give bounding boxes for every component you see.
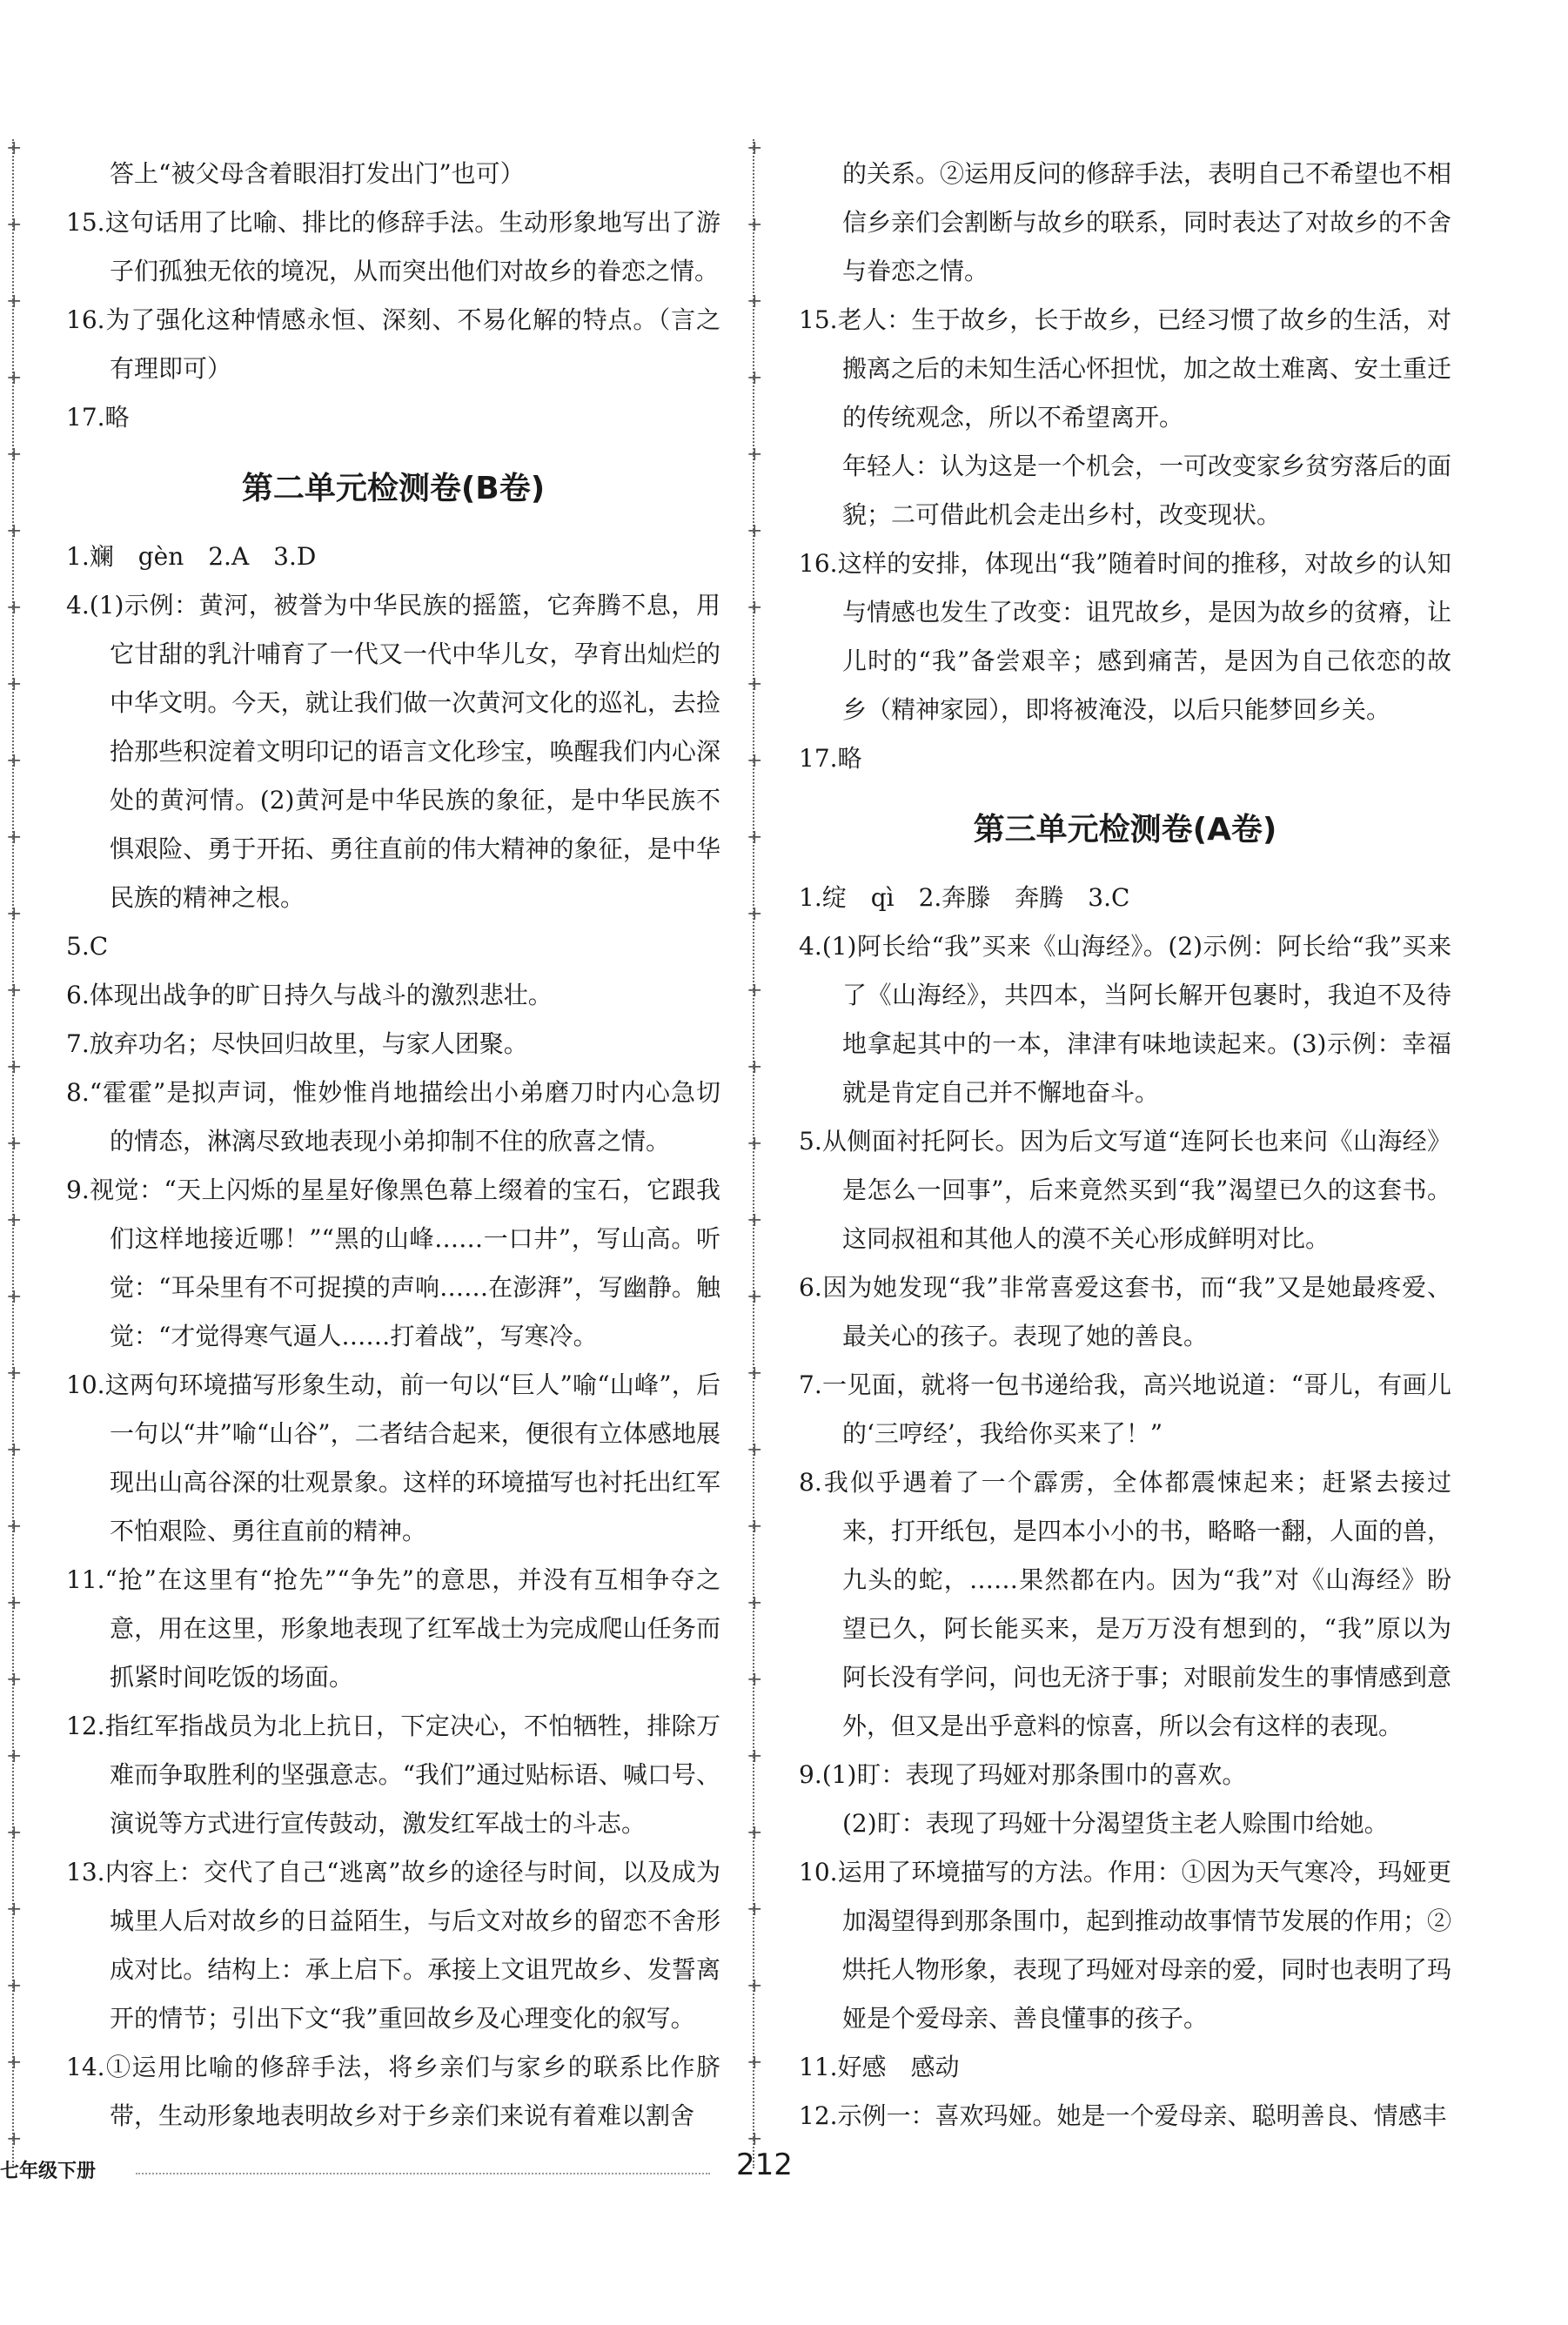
answer-continuation: 的关系。②运用反问的修辞手法，表明自己不希望也不相信乡亲们会割断与故乡的联系，同时表达了对故乡的不舍与眷恋之情。 (842, 159, 1452, 285)
answer-item: 15.这句话用了比喻、排比的修辞手法。生动形象地写出了游子们孤独无依的境况，从而突出他们对故乡的眷恋之情。 (66, 208, 720, 285)
section-heading: 第三单元检测卷(A卷) (973, 812, 1277, 848)
answer-item: 17.略 (799, 744, 862, 773)
answer-item: 14.①运用比喻的修辞手法，将乡亲们与家乡的联系比作脐带，生动形象地表明故乡对于乡亲们来说有着难以割舍 (66, 2053, 720, 2130)
margin-tick: + (6, 2128, 23, 2150)
margin-tick: + (6, 367, 23, 389)
margin-tick: + (747, 903, 763, 925)
margin-tick: + (747, 1439, 763, 1461)
margin-tick: + (747, 2128, 763, 2150)
margin-tick: + (747, 1516, 763, 1538)
margin-tick: + (6, 520, 23, 542)
margin-tick: + (6, 1745, 23, 1767)
answer-item: 4.(1)阿长给“我”买来《山海经》。(2)示例：阿长给“我”买来了《山海经》，共四本，当阿长解开包裹时，我迫不及待地拿起其中的一本，津津有味地读起来。(3)示例：幸福就是肯定自己并不懈地奋斗。 (799, 932, 1451, 1107)
margin-tick: + (6, 214, 23, 236)
margin-tick: + (6, 1286, 23, 1308)
answer-continuation: 答上“被父母含着眼泪打发出门”也可） (110, 159, 525, 188)
answer-item: 4.(1)示例：黄河，被誉为中华民族的摇篮，它奔腾不息，用它甘甜的乳汁哺育了一代又一代中华儿女，孕育出灿烂的中华文明。今天，就让我们做一次黄河文化的巡礼，去捡拾那些积淀着文明印记的语言文化珍宝，唤醒我们内心深处的黄河情。(2)黄河是中华民族的象征，是中华民族不惧艰险、勇于开拓、勇往直前的伟大精神的象征，是中华民族的精神之根。 (66, 591, 720, 912)
margin-tick: + (6, 291, 23, 312)
answer-item: 12.示例一：喜欢玛娅。她是一个爱母亲、聪明善良、情感丰 (799, 2101, 1447, 2130)
answer-item: 11.“抢”在这里有“抢先”“争先”的意思，并没有互相争夺之意，用在这里，形象地表现了红军战士为完成爬山任务而抓紧时间吃饭的场面。 (66, 1565, 720, 1692)
answer-item: 10.运用了环境描写的方法。作用：①因为天气寒冷，玛娅更加渴望得到那条围巾，起到推动故事情节发展的作用；②烘托人物形象，表现了玛娅对母亲的爱，同时也表明了玛娅是个爱母亲、善良懂事的孩子。 (799, 1858, 1452, 2033)
answer-item: 1.斓 gèn 2.A 3.D (66, 542, 317, 571)
answer-continuation: 年轻人：认为这是一个机会，一可改变家乡贫穷落后的面貌；二可借此机会走出乡村，改变现状。 (842, 452, 1452, 529)
section-heading: 第二单元检测卷(B卷) (241, 471, 546, 506)
footer-dotted-rule (136, 2173, 710, 2174)
answer-item: 17.略 (66, 403, 130, 432)
page-number: 212 (736, 2147, 793, 2182)
margin-tick: + (6, 827, 23, 848)
margin-tick: + (6, 1516, 23, 1538)
margin-tick: + (747, 1745, 763, 1767)
left-binding-margin (0, 139, 26, 2168)
margin-tick: + (6, 1669, 23, 1691)
answer-item: 5.从侧面衬托阿长。因为后文写道“连阿长也来问《山海经》是怎么一回事”，后来竟然买到“我”渴望已久的这套书。这同叔祖和其他人的漠不关心形成鲜明对比。 (799, 1127, 1451, 1253)
answer-item: 8.我似乎遇着了一个霹雳，全体都震悚起来；赶紧去接过来，打开纸包，是四本小小的书，略略一翻，人面的兽，九头的蛇，……果然都在内。因为“我”对《山海经》盼望已久，阿长能买来，是万万没有想到的，“我”原以为阿长没有学问，问也无济于事；对眼前发生的事情感到意外，但又是出乎意料的惊喜，所以会有这样的表现。 (799, 1468, 1452, 1740)
margin-tick: + (6, 1899, 23, 1920)
margin-tick: + (747, 1899, 763, 1920)
margin-tick: + (6, 750, 23, 772)
answer-item: 12.指红军指战员为北上抗日，下定决心，不怕牺牲，排除万难而争取胜利的坚强意志。“我们”通过贴标语、喊口号、演说等方式进行宣传鼓动，激发红军战士的斗志。 (66, 1712, 720, 1838)
answer-item: 11.好感 感动 (799, 2053, 960, 2081)
answer-item: 9.视觉：“天上闪烁的星星好像黑色幕上缀着的宝石，它跟我们这样地接近哪！”“黑的山峰……一口井”，写山高。听觉：“耳朵里有不可捉摸的声响……在澎湃”，写幽静。触觉：“才觉得寒气逼人……打着战”，写寒冷。 (66, 1176, 720, 1350)
margin-tick: + (747, 827, 763, 848)
margin-tick: + (747, 1286, 763, 1308)
margin-tick: + (747, 673, 763, 695)
margin-tick: + (747, 597, 763, 619)
answer-item: 6.因为她发现“我”非常喜爱这套书，而“我”又是她最疼爱、最关心的孩子。表现了她的善良。 (799, 1273, 1451, 1350)
right-column (799, 150, 1451, 2141)
answer-continuation: (2)盯：表现了玛娅十分渴望货主老人赊围巾给她。 (842, 1809, 1389, 1838)
margin-tick: + (747, 1822, 763, 1844)
margin-tick: + (6, 1363, 23, 1384)
margin-tick: + (6, 980, 23, 1002)
margin-tick: + (6, 1822, 23, 1844)
answer-item: 7.放弃功名；尽快回归故里，与家人团聚。 (66, 1029, 528, 1058)
margin-tick: + (747, 137, 763, 159)
answer-item: 8.“霍霍”是拟声词，惟妙惟肖地描绘出小弟磨刀时内心急切的情态，淋漓尽致地表现小弟抑制不住的欣喜之情。 (66, 1078, 720, 1156)
answer-item: 13.内容上：交代了自己“逃离”故乡的途径与时间，以及成为城里人后对故乡的日益陌生，与后文对故乡的留恋不舍形成对比。结构上：承上启下。承接上文诅咒故乡、发誓离开的情节；引出下文“我”重回故乡及心理变化的叙写。 (66, 1858, 720, 2033)
margin-tick: + (747, 1363, 763, 1384)
margin-tick: + (6, 1209, 23, 1231)
margin-tick: + (747, 1975, 763, 1997)
page-footer (0, 2147, 1568, 2200)
answer-item: 7.一见面，就将一包书递给我，高兴地说道：“哥儿，有画儿的‘三哼经’，我给你买来了！” (799, 1370, 1451, 1448)
margin-tick: + (6, 444, 23, 466)
margin-tick: + (6, 597, 23, 619)
margin-tick: + (6, 1975, 23, 1997)
margin-tick: + (6, 903, 23, 925)
margin-tick: + (6, 2052, 23, 2074)
margin-tick: + (747, 1056, 763, 1078)
middle-binding-margin (740, 139, 767, 2168)
margin-tick: + (747, 980, 763, 1002)
margin-tick: + (747, 2052, 763, 2074)
answer-item: 5.C (66, 932, 109, 961)
answer-item: 10.这两句环境描写形象生动，前一句以“巨人”喻“山峰”，后一句以“井”喻“山谷”，二者结合起来，便很有立体感地展现出山高谷深的壮观景象。这样的环境描写也衬托出红军不怕艰险、勇往直前的精神。 (66, 1370, 720, 1545)
margin-tick: + (747, 520, 763, 542)
answer-item: 16.为了强化这种情感永恒、深刻、不易化解的特点。（言之有理即可） (66, 305, 720, 383)
left-column (66, 150, 720, 2141)
margin-tick: + (747, 214, 763, 236)
margin-tick: + (747, 367, 763, 389)
margin-tick: + (747, 1592, 763, 1614)
answer-item: 16.这样的安排，体现出“我”随着时间的推移，对故乡的认知与情感也发生了改变：诅咒故乡，是因为故乡的贫瘠，让儿时的“我”备尝艰辛；感到痛苦，是因为自己依恋的故乡（精神家园），即将被淹没，以后只能梦回乡关。 (799, 549, 1452, 724)
margin-tick: + (6, 137, 23, 159)
margin-tick: + (747, 1669, 763, 1691)
answer-item: 15.老人：生于故乡，长于故乡，已经习惯了故乡的生活，对搬离之后的未知生活心怀担忧，加之故土难离、安土重迁的传统观念，所以不希望离开。 (799, 305, 1452, 432)
margin-tick: + (6, 1439, 23, 1461)
margin-tick: + (6, 1133, 23, 1155)
margin-tick: + (747, 291, 763, 312)
margin-tick: + (6, 1056, 23, 1078)
margin-tick: + (6, 1592, 23, 1614)
answer-item: 9.(1)盯：表现了玛娅对那条围巾的喜欢。 (799, 1760, 1247, 1789)
answer-item: 1.绽 qì 2.奔滕 奔腾 3.C (799, 883, 1130, 912)
margin-tick: + (747, 1133, 763, 1155)
grade-label: 七年级下册 (0, 2161, 97, 2182)
margin-tick: + (6, 673, 23, 695)
answer-item: 6.体现出战争的旷日持久与战斗的激烈悲壮。 (66, 981, 553, 1009)
margin-tick: + (747, 444, 763, 466)
margin-tick: + (747, 750, 763, 772)
margin-tick: + (747, 1209, 763, 1231)
